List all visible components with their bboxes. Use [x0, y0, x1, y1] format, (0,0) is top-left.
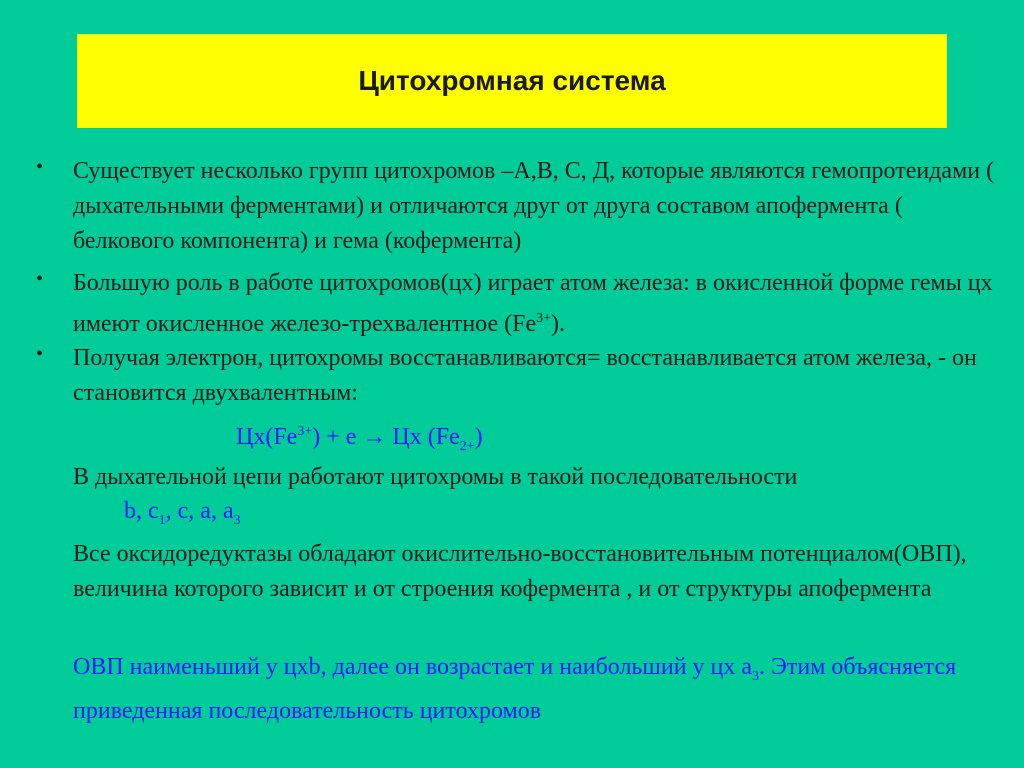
formula-part-a: Цх(Fe	[236, 424, 298, 450]
slide-title: Цитохромная система	[358, 65, 666, 96]
seq-sub-3: 3	[233, 512, 241, 528]
formula-part-b: ) + е	[312, 424, 363, 450]
paragraph-iron-role	[73, 266, 1003, 342]
paragraph-cytochrome-groups: Существует несколько групп цитохромов –А,В, С, Д, которые являются гемопротеидами ( дыхательными ферментами) и отличаются друг от друга составом апофермента ( белкового компонента) и гема (кофермента)	[73, 158, 995, 254]
formula-sub: 2+	[459, 438, 475, 454]
paragraph-respiratory-chain: В дыхательной цепи работают цитохромы в такой последовательности	[73, 464, 798, 490]
paragraph-redox-potential: Все оксидоредуктазы обладают окислительно-восстановительным потенциалом(ОВП), величина которого зависит и от строения кофермента , и от структуры апофермента	[73, 541, 967, 602]
cytochrome-sequence	[124, 494, 241, 538]
reduction-formula	[236, 414, 483, 464]
p2-end: ).	[551, 311, 566, 337]
title-box	[77, 34, 947, 128]
seq-part-a: b, c	[124, 498, 159, 524]
arrow-icon: →	[362, 424, 387, 450]
formula-part-c: Цх (Fe	[386, 424, 460, 450]
bullet-1: •	[36, 156, 44, 178]
seq-sub-1: 1	[158, 512, 166, 528]
p2-superscript: 3+	[536, 311, 552, 326]
seq-part-b: , c, a, a	[165, 498, 234, 524]
p6-part-b: . Этим объясняется приведенная последовательность цитохромов	[73, 654, 957, 724]
formula-part-d: )	[474, 424, 483, 450]
p6-part-a: ОВП наименьший у цхb, далее он возрастает и наибольший у цх а	[73, 654, 753, 680]
p6-sub: 3	[752, 668, 760, 684]
bullet-3: •	[36, 343, 44, 365]
formula-sup: 3+	[297, 424, 313, 439]
bullet-2: •	[36, 268, 44, 290]
paragraph-electron: Получая электрон, цитохромы восстанавливаются= восстанавливается атом железа, - он становится двухвалентным:	[73, 345, 977, 406]
paragraph-ovp-conclusion	[73, 650, 1003, 729]
p2-text: Большую роль в работе цитохромов(цх) играет атом железа: в окисленной форме гемы цх имеют окисленное железо-трехвалентное (Fe	[73, 270, 993, 337]
